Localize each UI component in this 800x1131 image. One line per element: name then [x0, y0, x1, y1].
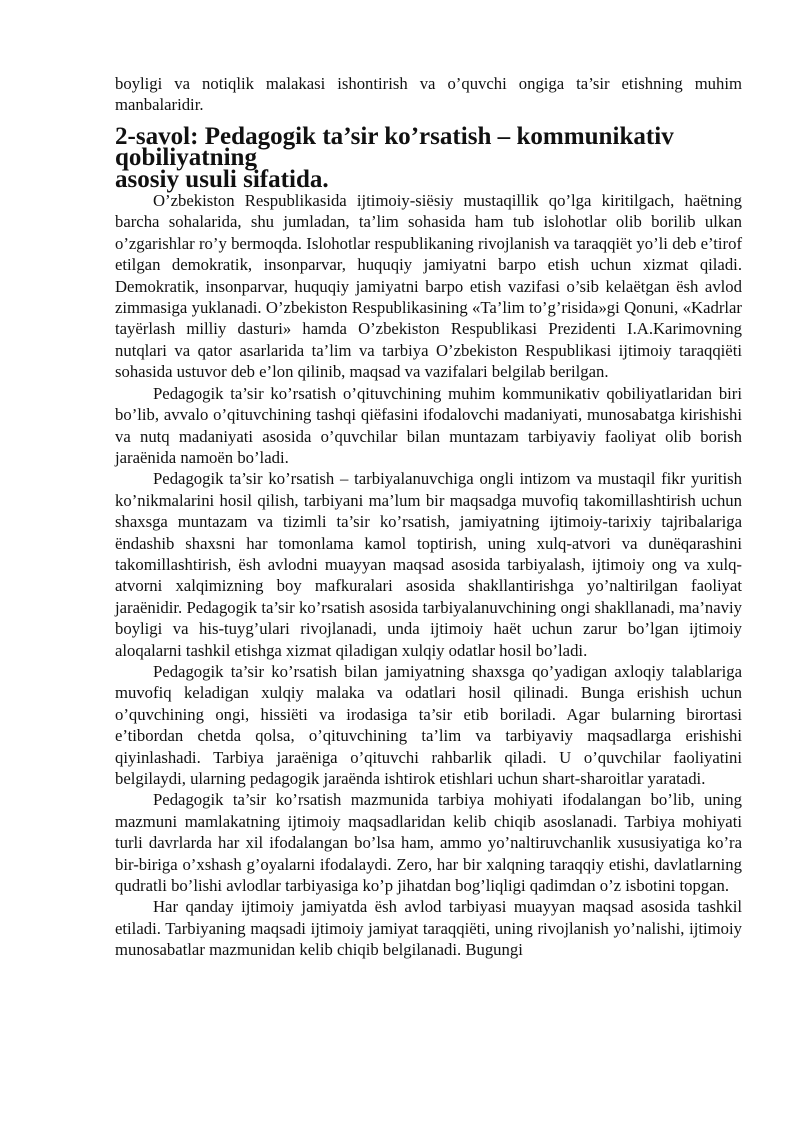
lead-paragraph: boyligi va notiqlik malakasi ishontirish va o’quvchi ongiga ta’sir etishning muhim manbalaridir.	[115, 74, 742, 115]
body-paragraph: Pedagogik ta’sir ko’rsatish o’qituvchining muhim kommunikativ qobiliyatlaridan biri bo’lib, avvalo o’qituvchining tashqi qiëfasini ifodalovchi madaniyati, munosabatga kirishishi va nutq madaniyati asosida o’quvchilar bilan muntazam tarbiyaviy faoliyat olib borish jaraënida namoën bo’ladi.	[115, 383, 742, 467]
body-paragraph: Pedagogik ta’sir ko’rsatish bilan jamiyatning shaxsga qo’yadigan axloqiy talablariga muvofiq keladigan xulqiy malaka va odatlari hosil qilinadi. Bunga erishish uchun o’quvchining ongi, hissiëti va irodasiga ta’sir etib boriladi. Agar bularning birortasi e’tibordan chetda qolsa, o’qituvchining ta’lim va tarbiyaviy maqsadlarga erishishi qiyinlashadi. Tarbiya jaraëniga o’qituvchi rahbarlik qiladi. U o’quvchilar faoliyatini belgilaydi, ularning pedagogik jaraënda ishtirok etishlari uchun shart-sharoitlar yaratadi.	[115, 661, 742, 788]
body-paragraph: Pedagogik ta’sir ko’rsatish mazmunida tarbiya mohiyati ifodalangan bo’lib, uning mazmuni mamlakatning ijtimoiy maqsadlaridan kelib chiqib asoslanadi. Tarbiya mohiyati turli davrlarda har xil ifodalangan bo’lsa ham, ammo yo’naltiruvchanlik xususiyatiga ko’ra bir-biriga o’xshash g’oyalarni ifodalaydi. Zero, har bir xalqning taraqqiy etishi, davlatlarning qudratli bo’lishi avlodlar tarbiyasiga ko’p jihatdan bog’liqligi qadimdan o’z isbotini topgan.	[115, 790, 742, 896]
section-heading	[115, 122, 742, 193]
document-page	[115, 73, 742, 961]
body-paragraph: Har qanday ijtimoiy jamiyatda ësh avlod tarbiyasi muayyan maqsad asosida tashkil etiladi. Tarbiyaning maqsadi ijtimoiy jamiyat taraqqiëti, uning rivojlanish yo’nalishi, ijtimoiy munosabatlar mazmunidan kelib chiqib belgilanadi. Bugungi	[115, 897, 742, 960]
section-heading-line-2: asosiy usuli sifatida.	[115, 165, 329, 193]
body-paragraph: O’zbekiston Respublikasida ijtimoiy-siësiy mustaqillik qo’lga kiritilgach, haëtning barcha sohalarida, shu jumladan, ta’lim sohasida ham tub islohotlar olib borilib ulkan o’zgarishlar ro’y bermoqda. Islohotlar respublikaning rivojlanish va taraqqiët yo’li deb e’tirof etilgan demokratik, insonparvar, huquqiy jamiyatni barpo etish uchun xizmat qiladi. Demokratik, insonparvar, huquqiy jamiyatni barpo etish vazifasi o’sib kelaëtgan ësh avlod zimmasiga yuklanadi. O’zbekiston Respublikasining «Ta’lim to’g’risida»gi Qonuni, «Kadrlar tayërlash milliy dasturi» hamda O’zbekiston Respublikasi Prezidenti I.A.Karimovning nutqlari va qator asarlarida ta’lim va tarbiya O’zbekiston Respublikasi ijtimoiy taraqqiëti sohasida ustuvor deb e’lon qilinib, maqsad va vazifalari belgilab berilgan.	[115, 191, 742, 382]
section-heading-line-1: 2-savol: Pedagogik ta’sir ko’rsatish – kommunikativ qobiliyatning	[115, 122, 674, 172]
body-paragraph: Pedagogik ta’sir ko’rsatish – tarbiyalanuvchiga ongli intizom va mustaqil fikr yuritish ko’nikmalarini hosil qilish, tarbiyani ma’lum bir maqsadga muvofiq takomillashtirish uchun shaxsga muntazam va tizimli ta’sir ko’rsatish, jamiyatning ijtimoiy-tarixiy tajribalariga ëndashib shaxsni har tomonlama kamol toptirish, uning xulq-atvori va dunëqarashini takomillashtirish, ësh avlodni muayyan maqsad asosida tarbiyalash, ijtimoiy ong va xulq-atvorni xalqimizning boy mafkuralari asosida shakllantirishga yo’naltirilgan faoliyat jaraënidir. Pedagogik ta’sir ko’rsatish asosida tarbiyalanuvchining ongi shakllanadi, ma’naviy boyligi va his-tuyg’ulari rivojlanadi, unda ijtimoiy haët uchun zarur bo’lgan ijtimoiy aloqalarni tashkil etishga xizmat qiladigan xulqiy odatlar hosil bo’ladi.	[115, 469, 742, 660]
